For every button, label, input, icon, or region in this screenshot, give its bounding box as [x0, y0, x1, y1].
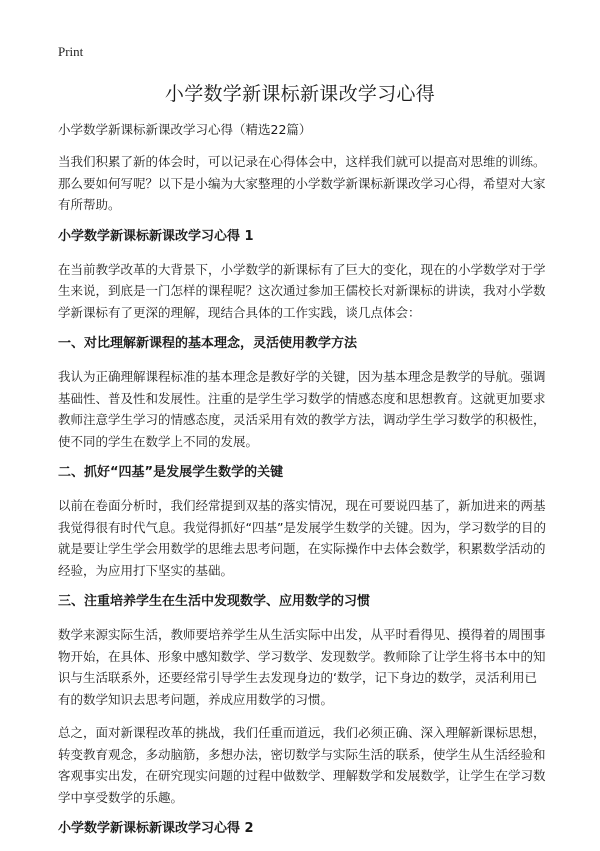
- intro-paragraph: 当我们积累了新的体会时，可以记录在心得体会中，这样我们就可以提高对思维的训练。那么要如何写呢？以下是小编为大家整理的小学数学新课标新课改学习心得，希望对大家有所帮助。: [58, 154, 546, 212]
- conclusion-paragraph: 总之，面对新课程改革的挑战，我们任重而道远，我们必须正确、深入理解新课标思想，转变教育观念，多动脑筋，多想办法，密切数学与实际生活的联系，使学生从生活经验和客观事实出发，在研究现实问题的过程中做数学、理解数学和发展数学，让学生在学习数学中享受数学的乐趣。: [58, 725, 546, 805]
- section-paragraph: 我认为正确理解课程标准的基本理念是教好学的关键，因为基本理念是教学的导航。强调基础性、普及性和发展性。注重的是学生学习数学的情感态度和思想教育。这就更加要求教师注意学生学习的情感态度，灵活采用有效的教学方法，调动学生学习数学的积极性，使不同的学生在数学上不同的发展。: [58, 369, 546, 449]
- document-body: [58, 121, 548, 851]
- section-paragraph: 在当前教学改革的大背景下，小学数学的新课标有了巨大的变化，现在的小学数学对于学生来说，到底是一门怎样的课程呢？这次通过参加王儒校长对新课标的讲读，我对小学数学新课标有了更深的理解，现结合具体的工作实践，谈几点体会：: [58, 261, 546, 320]
- section-paragraph: 数学来源实际生活，教师要培养学生从生活实际中出发，从平时看得见、摸得着的周围事物开始，在具体、形象中感知数学、学习数学、发现数学。教师除了让学生将书本中的知识与生活联系外，还要经常引导学生去发现身边的‘数学，记下身边的数学，灵活利用已有的数学知识去思考问题，养成应用数学的习惯。: [58, 627, 546, 707]
- section-heading: 一、对比理解新课程的基本理念，灵活使用教学方法: [58, 336, 358, 351]
- page-title: 小学数学新课标新课改学习心得: [164, 83, 436, 105]
- section-heading: 二、抓好“四基”是发展学生数学的关键: [58, 465, 284, 480]
- section-heading: 三、注重培养学生在生活中发现数学、应用数学的习惯: [58, 594, 371, 609]
- section-paragraph: 以前在卷面分析时，我们经常提到双基的落实情况，现在可要说四基了，新加进来的两基我觉得很有时代气息。我觉得抓好“四基”是发展学生数学的关键。因为，学习数学的目的就是要让学生学会用数学的思维去思考问题，在实际操作中去体会数学，积累数学活动的经验，为应用打下坚实的基础。: [58, 498, 546, 578]
- document-subtitle: 小学数学新课标新课改学习心得（精选22篇）: [58, 122, 312, 137]
- section-heading: 小学数学新课标新课改学习心得 1: [58, 228, 254, 244]
- next-section-heading: 小学数学新课标新课改学习心得 2: [58, 821, 254, 836]
- print-link[interactable]: Print: [58, 44, 84, 59]
